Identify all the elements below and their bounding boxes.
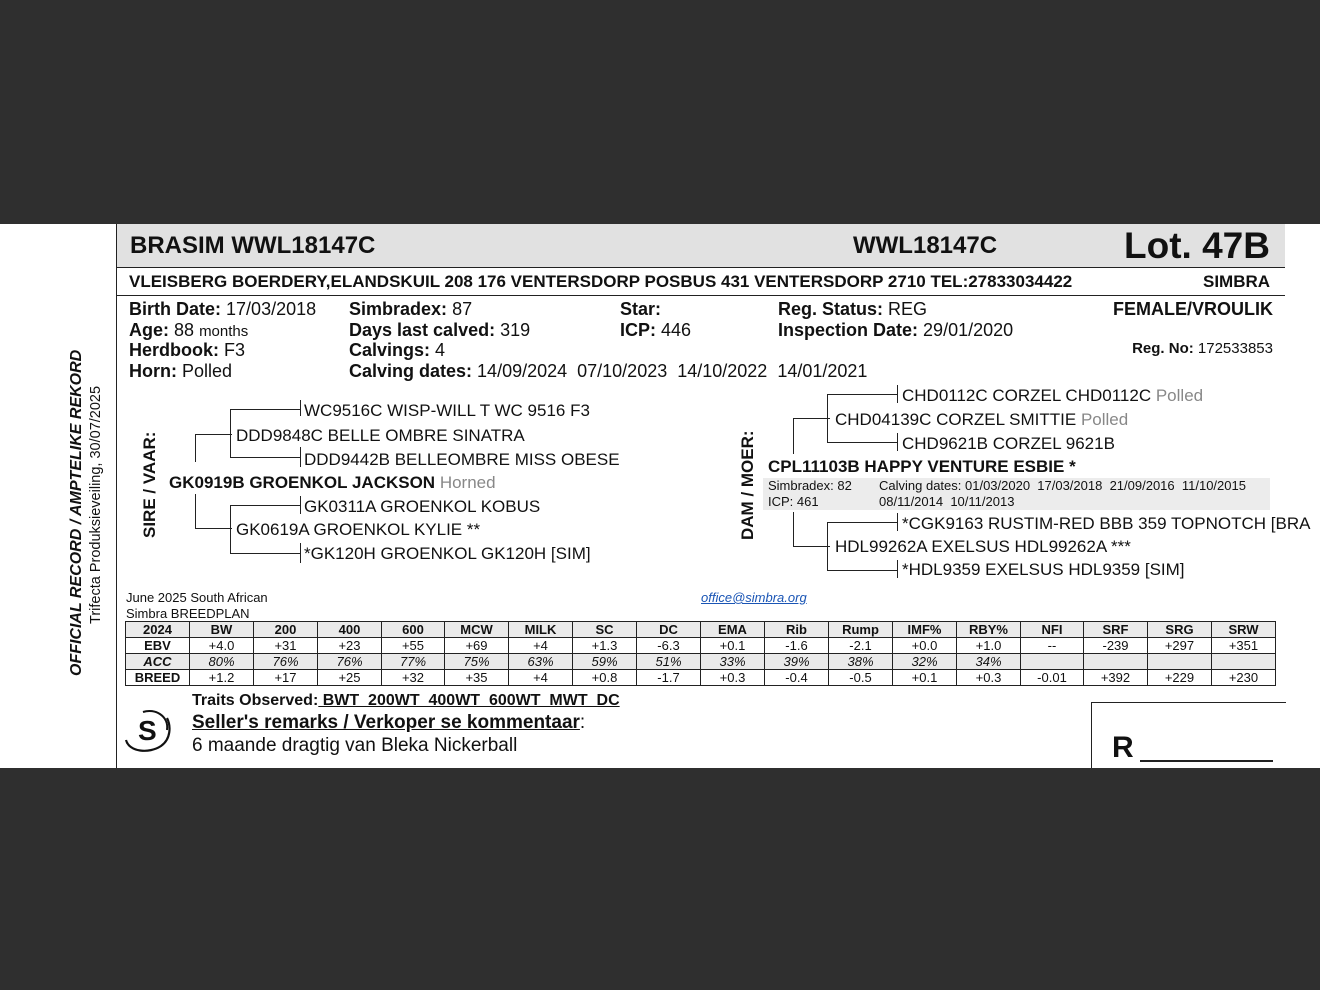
ebv-cell: +17 bbox=[254, 670, 318, 686]
ebv-cell: EMA bbox=[701, 622, 765, 638]
ebv-cell: +1.2 bbox=[190, 670, 254, 686]
ebv-cell: 400 bbox=[318, 622, 382, 638]
ebv-cell: +0.3 bbox=[957, 670, 1021, 686]
ebv-cell: +297 bbox=[1148, 638, 1212, 654]
sellers-remarks-heading: Seller's remarks / Verkoper se kommentaar: bbox=[192, 712, 586, 733]
ebv-cell: +0.3 bbox=[701, 670, 765, 686]
ebv-cell: 76% bbox=[318, 654, 382, 670]
birth-date: Birth Date: 17/03/2018 bbox=[129, 299, 317, 319]
ebv-cell: BREED bbox=[126, 670, 190, 686]
ebv-cell: EBV bbox=[126, 638, 190, 654]
price-line bbox=[1140, 760, 1273, 762]
sire-dam-dam: *GK120H GROENKOL GK120H [SIM] bbox=[304, 544, 591, 563]
ebv-cell: 51% bbox=[637, 654, 701, 670]
ebv-cell: 33% bbox=[701, 654, 765, 670]
ebv-cell: Rib bbox=[765, 622, 829, 638]
breedplan-line2: Simbra BREEDPLAN bbox=[126, 606, 250, 621]
sire-name: GK0919B GROENKOL JACKSON Horned bbox=[169, 473, 496, 492]
ebv-cell: 75% bbox=[445, 654, 509, 670]
ebv-cell: +230 bbox=[1212, 670, 1276, 686]
ebv-cell: IMF% bbox=[893, 622, 957, 638]
days-last-calved: Days last calved: 319 bbox=[349, 320, 531, 340]
ebv-cell: +0.1 bbox=[701, 638, 765, 654]
ebv-cell: MILK bbox=[509, 622, 573, 638]
ebv-cell: 32% bbox=[893, 654, 957, 670]
sire-dam-of-sire: DDD9442B BELLEOMBRE MISS OBESE bbox=[304, 450, 620, 469]
ebv-cell: 63% bbox=[509, 654, 573, 670]
ebv-table bbox=[125, 621, 1276, 686]
inspection-date: Inspection Date: 29/01/2020 bbox=[778, 320, 1014, 340]
ebv-cell: -2.1 bbox=[829, 638, 893, 654]
dam-calving-dates-2: 08/11/2014 10/11/2013 bbox=[879, 494, 1015, 509]
ebv-cell: 76% bbox=[254, 654, 318, 670]
dam-sire-dam: CHD9621B CORZEL 9621B bbox=[902, 434, 1115, 453]
ebv-cell: +0.0 bbox=[893, 638, 957, 654]
ebv-cell: 77% bbox=[382, 654, 445, 670]
sire-dam: GK0619A GROENKOL KYLIE ** bbox=[236, 520, 481, 539]
dam-calving-dates: Calving dates: 01/03/2020 17/03/2018 21/09/2016 11/10/2015 bbox=[879, 478, 1246, 493]
ebv-cell: +1.0 bbox=[957, 638, 1021, 654]
ebv-cell: MCW bbox=[445, 622, 509, 638]
ebv-cell: +4 bbox=[509, 670, 573, 686]
ebv-cell: NFI bbox=[1021, 622, 1084, 638]
lot-card bbox=[116, 224, 1311, 768]
ebv-cell: 59% bbox=[573, 654, 637, 670]
sire-dam-sire: GK0311A GROENKOL KOBUS bbox=[304, 497, 541, 516]
sire-label: SIRE / VAAR: bbox=[140, 431, 159, 538]
price-box[interactable] bbox=[1091, 702, 1286, 768]
dam-icp: ICP: 461 bbox=[768, 494, 819, 509]
sex: FEMALE/VROULIK bbox=[1113, 299, 1273, 319]
sellers-remarks-text: 6 maande dragtig van Bleka Nickerball bbox=[192, 735, 518, 756]
ebv-cell: +31 bbox=[254, 638, 318, 654]
ebv-cell: ACC bbox=[126, 654, 190, 670]
ebv-cell: +351 bbox=[1212, 638, 1276, 654]
breedplan-line1: June 2025 South African bbox=[126, 590, 268, 605]
horn-status: Horn: Polled bbox=[129, 361, 233, 381]
icp: ICP: 446 bbox=[620, 320, 692, 340]
dam-sire: CHD04139C CORZEL SMITTIE Polled bbox=[835, 410, 1129, 429]
ebv-cell bbox=[1084, 654, 1148, 670]
ebv-cell: -1.6 bbox=[765, 638, 829, 654]
ebv-cell: +0.1 bbox=[893, 670, 957, 686]
ebv-cell: SRF bbox=[1084, 622, 1148, 638]
address-bar bbox=[117, 268, 1285, 296]
star-label: Star: bbox=[620, 299, 662, 319]
breed-name: SIMBRA bbox=[1203, 272, 1271, 291]
ebv-cell: +55 bbox=[382, 638, 445, 654]
ebv-cell: +25 bbox=[318, 670, 382, 686]
ebv-cell: +229 bbox=[1148, 670, 1212, 686]
ebv-breed-row bbox=[126, 670, 1276, 686]
simbradex: Simbradex: 87 bbox=[349, 299, 473, 319]
ebv-cell: -239 bbox=[1084, 638, 1148, 654]
official-record-label: OFFICIAL RECORD / AMPTELIKE REKORD bbox=[68, 349, 85, 676]
ebv-cell: +35 bbox=[445, 670, 509, 686]
ebv-cell: 39% bbox=[765, 654, 829, 670]
ebv-cell: +4.0 bbox=[190, 638, 254, 654]
ebv-cell: +32 bbox=[382, 670, 445, 686]
ebv-cell: -- bbox=[1021, 638, 1084, 654]
ebv-cell: 38% bbox=[829, 654, 893, 670]
ebv-cell: BW bbox=[190, 622, 254, 638]
ebv-cell: +0.8 bbox=[573, 670, 637, 686]
ebv-cell bbox=[1212, 654, 1276, 670]
breeder-address: VLEISBERG BOERDERY,ELANDSKUIL 208 176 VENTERSDORP POSBUS 431 VENTERSDORP 2710 TEL:27833034422 bbox=[129, 272, 1073, 291]
ebv-accuracy-row bbox=[126, 654, 1276, 670]
dam-simbradex: Simbradex: 82 bbox=[768, 478, 852, 493]
ebv-cell: -1.7 bbox=[637, 670, 701, 686]
calving-dates: Calving dates: 14/09/2024 07/10/2023 14/10/2022 14/01/2021 bbox=[349, 361, 868, 381]
ebv-cell: 80% bbox=[190, 654, 254, 670]
event-label: Trifecta Produksieveiling, 30/07/2025 bbox=[88, 385, 104, 624]
ebv-cell: DC bbox=[637, 622, 701, 638]
dam-dam: HDL99262A EXELSUS HDL99262A *** bbox=[835, 537, 1131, 556]
ebv-header-row bbox=[126, 622, 1276, 638]
ebv-cell bbox=[1148, 654, 1212, 670]
reg-status: Reg. Status: REG bbox=[778, 299, 928, 319]
reg-number: Reg. No: 172533853 bbox=[1132, 340, 1273, 357]
ebv-values-row bbox=[126, 638, 1276, 654]
sire-sire-line: DDD9848C BELLE OMBRE SINATRA bbox=[236, 426, 525, 445]
ebv-cell: 200 bbox=[254, 622, 318, 638]
ebv-cell: SRG bbox=[1148, 622, 1212, 638]
age: Age: 88 months bbox=[129, 320, 249, 340]
ebv-cell: +392 bbox=[1084, 670, 1148, 686]
lot-card-page bbox=[0, 224, 1320, 768]
ebv-cell: 2024 bbox=[126, 622, 190, 638]
dam-label: DAM / MOER: bbox=[738, 430, 757, 540]
dam-dam-sire: *CGK9163 RUSTIM-RED BBB 359 TOPNOTCH [BRA bbox=[902, 514, 1311, 533]
ebv-cell: 600 bbox=[382, 622, 445, 638]
dam-dam-dam: *HDL9359 EXELSUS HDL9359 [SIM] bbox=[902, 560, 1185, 579]
animal-code: WWL18147C bbox=[853, 232, 998, 259]
traits-observed: Traits Observed: BWT 200WT 400WT 600WT MWT DC bbox=[192, 692, 620, 709]
dam-sire-sire: CHD0112C CORZEL CHD0112C Polled bbox=[902, 386, 1204, 405]
title-bar bbox=[117, 224, 1285, 268]
animal-name: BRASIM WWL18147C bbox=[130, 232, 376, 259]
ebv-cell: RBY% bbox=[957, 622, 1021, 638]
ebv-cell: -6.3 bbox=[637, 638, 701, 654]
ebv-cell: Rump bbox=[829, 622, 893, 638]
email-link[interactable]: office@simbra.org bbox=[701, 590, 807, 605]
ebv-cell: 34% bbox=[957, 654, 1021, 670]
ebv-cell bbox=[1021, 654, 1084, 670]
ebv-cell: +69 bbox=[445, 638, 509, 654]
ebv-cell: +1.3 bbox=[573, 638, 637, 654]
price-label: R bbox=[1112, 731, 1134, 764]
lot-number: Lot. 47B bbox=[1124, 225, 1270, 266]
ebv-cell: -0.5 bbox=[829, 670, 893, 686]
herdbook: Herdbook: F3 bbox=[129, 340, 246, 360]
ebv-cell: +4 bbox=[509, 638, 573, 654]
ebv-cell: -0.01 bbox=[1021, 670, 1084, 686]
ebv-cell: SRW bbox=[1212, 622, 1276, 638]
logo-letter: S bbox=[138, 715, 157, 746]
ebv-cell: SC bbox=[573, 622, 637, 638]
calvings: Calvings: 4 bbox=[349, 340, 446, 360]
ebv-cell: -0.4 bbox=[765, 670, 829, 686]
dam-name: CPL11103B HAPPY VENTURE ESBIE * bbox=[768, 457, 1076, 476]
ebv-cell: +23 bbox=[318, 638, 382, 654]
simbra-logo-icon bbox=[121, 706, 175, 760]
sire-sire: WC9516C WISP-WILL T WC 9516 F3 bbox=[304, 401, 590, 420]
